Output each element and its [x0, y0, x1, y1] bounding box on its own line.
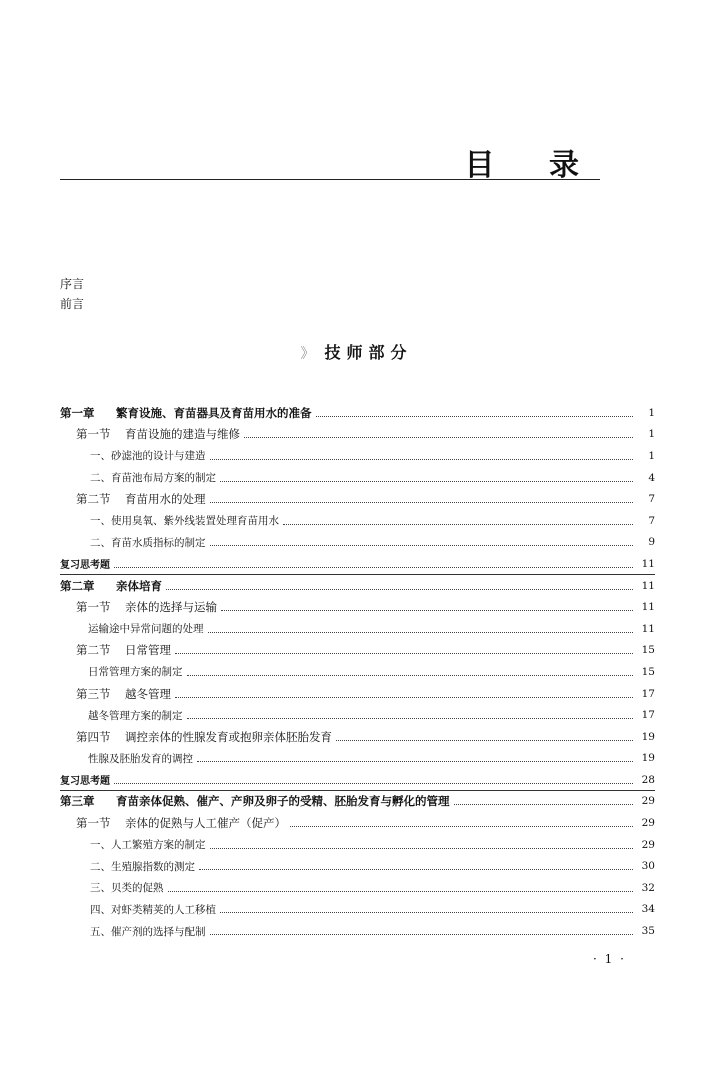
toc-entry[interactable] — [60, 855, 655, 877]
toc-entry[interactable] — [60, 596, 655, 618]
toc-entry-label: 五、催产剂的选择与配制 — [90, 925, 206, 938]
dot-leader — [220, 480, 633, 482]
dot-leader — [454, 803, 634, 805]
toc-entry-title — [60, 772, 110, 787]
toc-entry[interactable] — [60, 834, 655, 856]
toc-entry-title — [88, 708, 183, 723]
toc-entry-number: 第二章 — [60, 578, 95, 593]
toc-entry-page: 19 — [641, 730, 655, 743]
dot-leader — [283, 523, 633, 525]
toc-entry[interactable] — [60, 812, 655, 834]
toc-entry[interactable] — [60, 640, 655, 662]
dot-leader — [316, 415, 634, 417]
toc-entry-title — [60, 556, 110, 571]
toc-list — [60, 402, 655, 942]
toc-entry[interactable] — [60, 445, 655, 467]
dot-leader — [175, 652, 633, 654]
dot-leader — [221, 609, 633, 611]
toc-entry-title — [76, 599, 217, 615]
toc-entry-label: 育苗设施的建造与维修 — [125, 427, 240, 442]
toc-entry[interactable] — [60, 618, 655, 640]
toc-entry-page: 19 — [641, 752, 655, 765]
dot-leader — [114, 782, 633, 784]
toc-entry-label: 复习思考题 — [60, 776, 110, 788]
toc-entry-page: 17 — [641, 709, 655, 722]
toc-entry-title — [60, 578, 162, 594]
toc-entry[interactable] — [60, 575, 655, 597]
toc-entry[interactable] — [60, 704, 655, 726]
page-number: · 1 · — [593, 952, 626, 966]
toc-entry-title — [88, 751, 193, 766]
toc-entry-page: 1 — [648, 449, 655, 462]
toc-entry-page: 29 — [641, 795, 655, 808]
toc-entry-title — [90, 880, 164, 895]
toc-entry[interactable] — [60, 769, 655, 791]
toc-entry-title — [76, 729, 332, 745]
toc-entry-number: 第一节 — [76, 600, 111, 615]
toc-entry-title — [60, 405, 312, 421]
dot-leader — [187, 674, 634, 676]
toc-entry-page: 7 — [648, 514, 655, 527]
toc-entry[interactable] — [60, 424, 655, 446]
toc-entry-title — [76, 686, 171, 702]
dot-leader — [175, 696, 633, 698]
toc-entry-label: 一、砂滤池的设计与建造 — [90, 450, 206, 463]
toc-entry-number: 第二节 — [76, 643, 111, 658]
toc-entry-page: 7 — [648, 493, 655, 506]
dot-leader — [290, 825, 633, 827]
toc-entry[interactable] — [60, 553, 655, 575]
toc-entry-title — [90, 470, 216, 485]
dot-leader — [197, 760, 633, 762]
toc-entry-number: 第一章 — [60, 405, 95, 420]
toc-entry-page: 29 — [641, 817, 655, 830]
toc-entry-page: 4 — [648, 471, 655, 484]
dot-leader — [210, 458, 634, 460]
dot-leader — [187, 717, 634, 719]
toc-entry-number: 第二节 — [76, 492, 111, 507]
toc-entry-page: 15 — [641, 644, 655, 657]
toc-entry-number: 第一节 — [76, 427, 111, 442]
toc-entry-page: 32 — [641, 881, 655, 894]
toc-entry-page: 11 — [641, 622, 655, 635]
toc-entry-title — [90, 448, 206, 463]
toc-entry-page: 34 — [641, 903, 655, 916]
toc-entry-page: 17 — [641, 687, 655, 700]
dot-leader — [210, 933, 634, 935]
dot-leader — [168, 890, 634, 892]
toc-entry[interactable] — [60, 683, 655, 705]
toc-entry-label: 调控亲体的性腺发育或抱卵亲体胚胎发育 — [125, 729, 332, 744]
toc-entry-title — [76, 491, 206, 507]
toc-entry-label: 性腺及胚胎发育的调控 — [88, 752, 193, 765]
page-title: 目 录 — [464, 148, 601, 183]
toc-entry-title — [76, 815, 286, 831]
dot-leader — [210, 847, 634, 849]
part-title: 技师部分 — [324, 343, 413, 362]
toc-entry-number: 第四节 — [76, 729, 111, 744]
toc-entry-title — [90, 924, 206, 939]
toc-entry-title — [76, 426, 240, 442]
toc-entry-label: 亲体的选择与运输 — [125, 600, 217, 615]
dot-leader — [166, 588, 633, 590]
toc-entry-page: 28 — [641, 773, 655, 786]
toc-entry-label: 三、贝类的促熟 — [90, 882, 164, 895]
dot-leader — [210, 501, 634, 503]
toc-entry-label: 越冬管理方案的制定 — [88, 709, 183, 722]
toc-entry[interactable] — [60, 899, 655, 921]
toc-entry-page: 1 — [648, 428, 655, 441]
toc-entry-label: 繁育设施、育苗器具及育苗用水的准备 — [116, 405, 312, 420]
toc-entry-page: 9 — [648, 536, 655, 549]
toc-entry-page: 1 — [648, 406, 655, 419]
toc-entry-label: 一、人工繁殖方案的制定 — [90, 839, 206, 852]
toc-entry-page: 11 — [641, 601, 655, 614]
dot-leader — [199, 868, 633, 870]
toc-entry-number: 第三节 — [76, 686, 111, 701]
toc-entry-title — [76, 642, 171, 658]
toc-entry-label: 复习思考题 — [60, 560, 110, 572]
toc-entry-page: 35 — [641, 925, 655, 938]
toc-entry-page: 15 — [641, 665, 655, 678]
part-heading — [0, 340, 713, 363]
dot-leader — [114, 566, 633, 568]
toc-entry-label: 日常管理 — [125, 643, 171, 658]
dot-leader — [244, 436, 633, 438]
toc-entry-label: 亲体的促熟与人工催产（促产） — [125, 816, 286, 831]
toc-entry-title — [90, 902, 216, 917]
toc-entry[interactable] — [60, 488, 655, 510]
toc-entry-label: 二、生殖腺指数的测定 — [90, 860, 195, 873]
toc-entry-label: 运输途中异常问题的处理 — [88, 623, 204, 636]
dot-leader — [220, 911, 633, 913]
toc-entry-title — [90, 837, 206, 852]
toc-entry[interactable] — [60, 402, 655, 424]
toc-entry-title — [90, 513, 279, 528]
toc-entry-page: 30 — [641, 860, 655, 873]
toc-entry[interactable] — [60, 510, 655, 532]
toc-entry[interactable] — [60, 661, 655, 683]
toc-entry[interactable] — [60, 791, 655, 813]
toc-entry[interactable] — [60, 877, 655, 899]
toc-entry-number: 第一节 — [76, 816, 111, 831]
toc-entry-label: 育苗亲体促熟、催产、产卵及卵子的受精、胚胎发育与孵化的管理 — [116, 794, 450, 809]
toc-entry-page: 11 — [641, 557, 655, 570]
toc-entry-label: 四、对虾类精荚的人工移植 — [90, 903, 216, 916]
toc-entry-title — [90, 859, 195, 874]
toc-entry-title — [88, 621, 204, 636]
toc-entry[interactable] — [60, 532, 655, 554]
toc-entry[interactable] — [60, 467, 655, 489]
toc-entry-page: 11 — [641, 579, 655, 592]
dot-leader — [210, 544, 634, 546]
toc-entry-label: 亲体培育 — [116, 578, 162, 593]
toc-entry-page: 29 — [641, 838, 655, 851]
toc-entry-title — [60, 793, 450, 809]
dot-leader — [336, 739, 633, 741]
toc-entry-title — [88, 664, 183, 679]
title-rule — [60, 179, 600, 180]
toc-entry[interactable] — [60, 748, 655, 770]
toc-entry-label: 二、育苗池布局方案的制定 — [90, 472, 216, 485]
part-mark-icon: 》 — [300, 346, 321, 362]
toc-entry-number: 第三章 — [60, 794, 95, 809]
toc-entry-label: 日常管理方案的制定 — [88, 666, 183, 679]
toc-entry-label: 二、育苗水质指标的制定 — [90, 536, 206, 549]
toc-entry-label: 育苗用水的处理 — [125, 492, 206, 507]
toc-entry[interactable] — [60, 920, 655, 942]
front-matter-preface[interactable]: 序言 — [60, 277, 85, 291]
dot-leader — [208, 631, 634, 633]
toc-entry-title — [90, 535, 206, 550]
front-matter-foreword[interactable]: 前言 — [60, 297, 85, 311]
toc-entry-label: 一、使用臭氧、紫外线装置处理育苗用水 — [90, 515, 279, 528]
toc-entry[interactable] — [60, 726, 655, 748]
toc-entry-label: 越冬管理 — [125, 686, 171, 701]
front-matter — [60, 274, 84, 314]
